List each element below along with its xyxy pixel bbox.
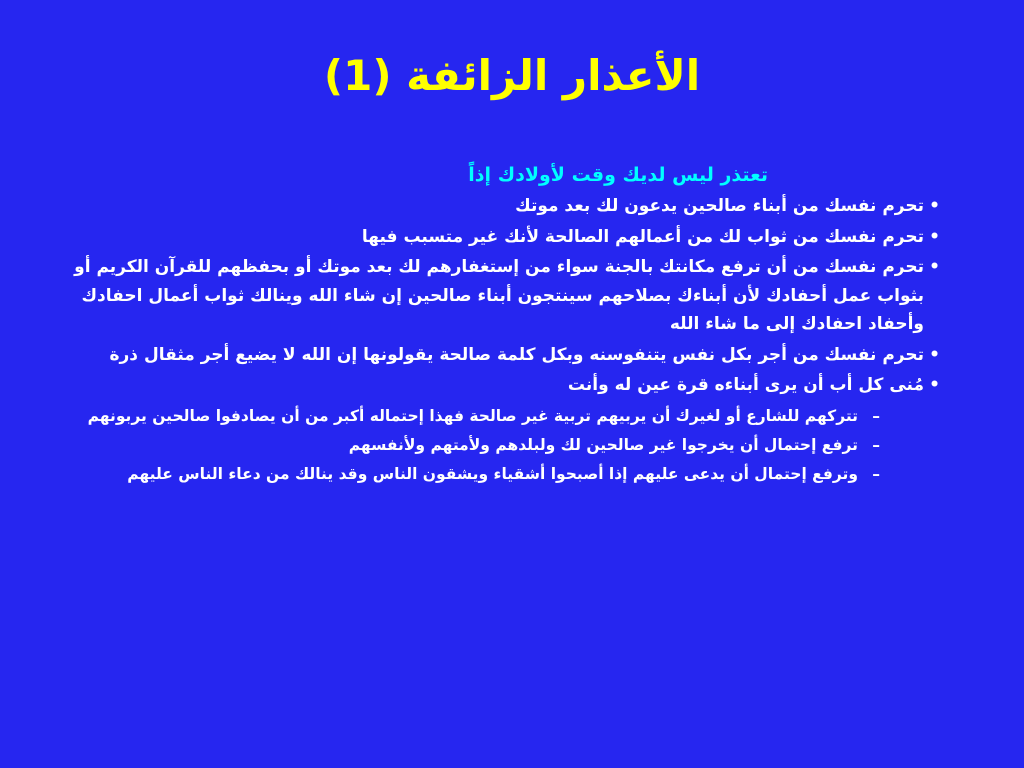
bullet-icon: • xyxy=(929,344,940,365)
bullet-item xyxy=(70,341,940,370)
bullet-icon: • xyxy=(929,226,940,247)
bullet-item xyxy=(70,253,940,339)
sub-bullet-item xyxy=(70,403,924,429)
dash-icon: – xyxy=(872,435,880,454)
bullet-icon: • xyxy=(929,196,940,216)
slide-body xyxy=(70,160,940,487)
bullet-text: تحرم نفسك من أبناء صالحين يدعون لك بعد موتك xyxy=(515,196,924,216)
subheading: تعتذر ليس لديك وقت لأولادك إذاً xyxy=(468,164,768,186)
bullet-text: تحرم نفسك من أن ترفع مكانتك بالجنة سواء من إستغفارهم لك بعد موتك أو بحفظهم للقرآن الكريم أو بثواب عمل أحفادك لأن أبناءك بصلاحهم سينتجون أبناء صالحين إن شاء الله وينالك ثواب أعمال احفادك وأحفاد احفادك إلى ما شاء الله xyxy=(74,257,924,334)
bullet-text: مُنى كل أب أن يرى أبناءه قرة عين له وأنت xyxy=(567,375,924,395)
sub-bullet-text: وترفع إحتمال أن يدعى عليهم إذا أصبحوا أشقياء ويشقون الناس وقد ينالك من دعاء الناس عليهم xyxy=(127,464,858,483)
sub-bullet-item xyxy=(70,461,924,487)
dash-icon: – xyxy=(872,406,880,425)
dash-icon: – xyxy=(872,464,880,483)
bullet-text: تحرم نفسك من أجر بكل نفس يتنفوسنه وبكل كلمة صالحة يقولونها إن الله لا يضيع أجر مثقال ذرة xyxy=(109,344,924,365)
bullet-text: تحرم نفسك من ثواب لك من أعمالهم الصالحة لأنك غير متسبب فيها xyxy=(361,226,924,247)
bullet-item xyxy=(70,371,940,487)
bullet-icon: • xyxy=(929,375,940,395)
slide-title: الأعذار الزائفة (1) xyxy=(323,51,701,100)
bullet-item xyxy=(70,223,940,252)
sub-bullet-text: تتركهم للشارع أو لغيرك أن يربيهم تربية غير صالحة فهذا إحتماله أكبر من أن يصادفوا صالحين يربونهم xyxy=(87,406,858,425)
bullet-item xyxy=(70,192,940,221)
sub-bullet-text: ترفع إحتمال أن يخرجوا غير صالحين لك ولبلدهم ولأمتهم ولأنفسهم xyxy=(348,435,858,454)
sub-bullet-item xyxy=(70,432,924,458)
sub-bullet-list xyxy=(70,403,924,487)
bullet-icon: • xyxy=(929,257,940,277)
bullet-list xyxy=(70,192,940,487)
